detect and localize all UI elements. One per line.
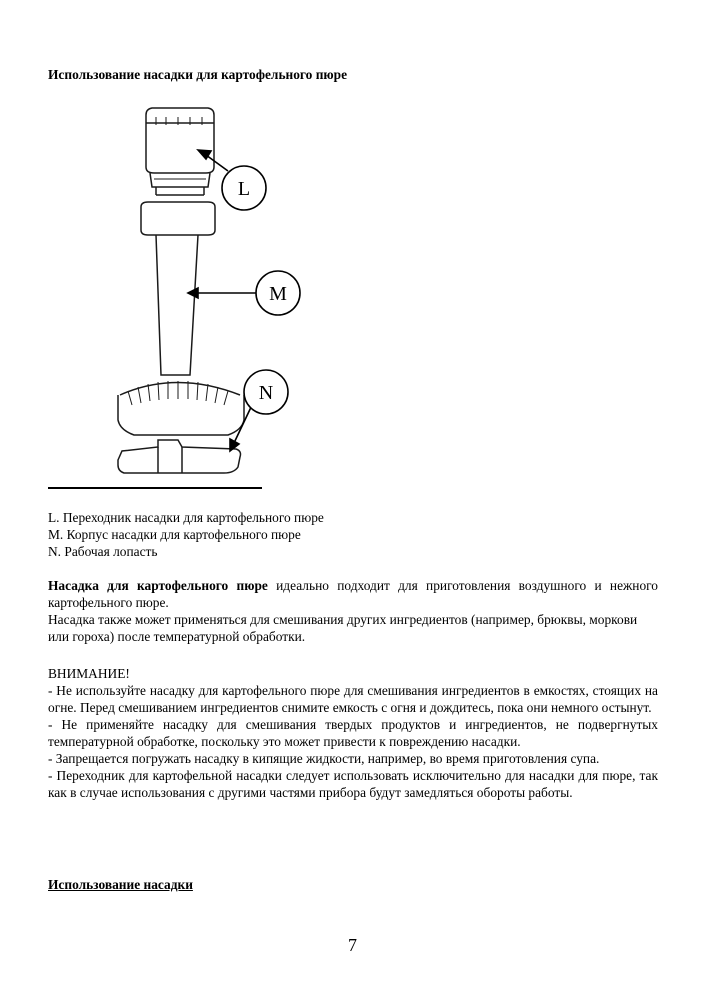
warning-item: - Не используйте насадку для картофельного пюре для смешивания ингредиентов в емкостях, стоящих на огне. Перед смешиванием ингредиентов снимите емкость с огня и дождитесь, пока они немного остынут. (48, 683, 658, 715)
legend-item: N. Рабочая лопасть (48, 544, 158, 559)
blade-part (118, 381, 244, 473)
warning-section (48, 665, 658, 801)
intro-line2: Насадка также может применяться для смешивания других ингредиентов (например, брюквы, моркови или гороха) после температурной обработки. (48, 612, 638, 644)
callout-label-m: M (269, 283, 287, 305)
masher-body (141, 202, 215, 375)
figure-divider (48, 487, 262, 489)
masher-attachment-illustration (48, 95, 348, 495)
intro-bold-lead: Насадка для картофельного пюре (48, 578, 268, 593)
section-heading: Использование насадки (48, 877, 193, 892)
warning-item: - Переходник для картофельной насадки следует использовать исключительно для насадки для пюре, так как в случае использования с другими частями прибора будут замедляться обороты работы. (48, 768, 658, 800)
page-number: 7 (348, 935, 357, 955)
page-title: Использование насадки для картофельного пюре (48, 67, 348, 82)
intro-line1-rest: идеально подходит для приготовления воздушного и нежного картофельного пюре. (48, 578, 658, 610)
warning-item: - Запрещается погружать насадку в кипящие жидкости, например, во время приготовления супа. (48, 751, 600, 766)
legend-item: L. Переходник насадки для картофельного пюре (48, 510, 324, 525)
legend-item: M. Корпус насадки для картофельного пюре (48, 527, 301, 542)
intro-paragraph (48, 577, 658, 645)
callout-label-l: L (237, 178, 251, 200)
warning-heading: ВНИМАНИЕ! (48, 666, 130, 681)
callout-label-n: N (258, 382, 274, 404)
warning-item: - Не применяйте насадку для смешивания твердых продуктов и ингредиентов, не подвергнутых температурной обработке, поскольку это может привести к повреждению насадки. (48, 717, 658, 749)
figure-legend (48, 509, 324, 560)
